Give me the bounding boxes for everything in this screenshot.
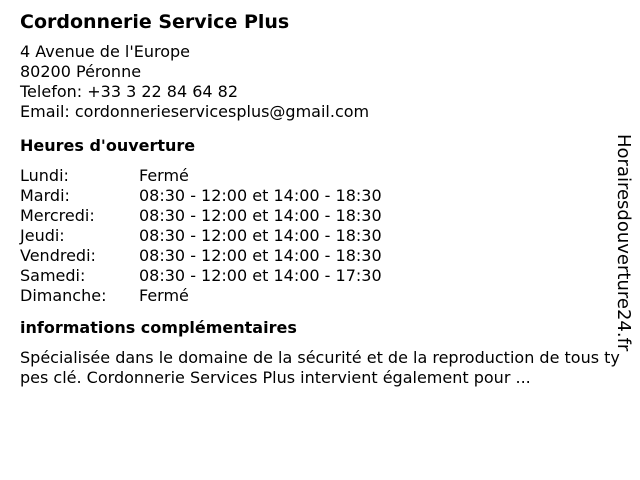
address-street: 4 Avenue de l'Europe xyxy=(20,42,190,61)
hours-time: 08:30 - 12:00 et 14:00 - 18:30 xyxy=(139,186,382,205)
contact-block xyxy=(20,42,620,122)
hours-time: Fermé xyxy=(139,286,189,305)
hours-row-mardi xyxy=(20,186,620,206)
watermark-text: Horairesdouverture24.fr xyxy=(613,134,634,352)
phone-number: Telefon: +33 3 22 84 64 82 xyxy=(20,82,239,101)
hours-row-samedi xyxy=(20,266,620,286)
hours-row-jeudi xyxy=(20,226,620,246)
info-description: Spécialisée dans le domaine de la sécurité et de la reproduction de tous types clé. Cordonnerie Services Plus intervient également pour ... xyxy=(20,348,620,387)
hours-time: 08:30 - 12:00 et 14:00 - 17:30 xyxy=(139,266,382,285)
hours-day: Dimanche: xyxy=(20,286,107,305)
address-city: 80200 Péronne xyxy=(20,62,142,81)
hours-day: Samedi: xyxy=(20,266,86,285)
hours-day: Lundi: xyxy=(20,166,69,185)
opening-hours-table xyxy=(20,166,620,306)
hours-time: 08:30 - 12:00 et 14:00 - 18:30 xyxy=(139,226,382,245)
hours-time: 08:30 - 12:00 et 14:00 - 18:30 xyxy=(139,206,382,225)
hours-row-dimanche xyxy=(20,286,620,306)
business-name: Cordonnerie Service Plus xyxy=(20,11,290,33)
business-card xyxy=(20,10,620,388)
hours-time: Fermé xyxy=(139,166,189,185)
hours-time: 08:30 - 12:00 et 14:00 - 18:30 xyxy=(139,246,382,265)
hours-day: Jeudi: xyxy=(20,226,65,245)
hours-heading: Heures d'ouverture xyxy=(20,136,196,155)
hours-row-mercredi xyxy=(20,206,620,226)
hours-row-vendredi xyxy=(20,246,620,266)
hours-day: Vendredi: xyxy=(20,246,96,265)
hours-day: Mardi: xyxy=(20,186,70,205)
info-heading: informations complémentaires xyxy=(20,318,297,337)
hours-row-lundi xyxy=(20,166,620,186)
email-address: Email: cordonnerieservicesplus@gmail.com xyxy=(20,102,370,121)
hours-day: Mercredi: xyxy=(20,206,95,225)
